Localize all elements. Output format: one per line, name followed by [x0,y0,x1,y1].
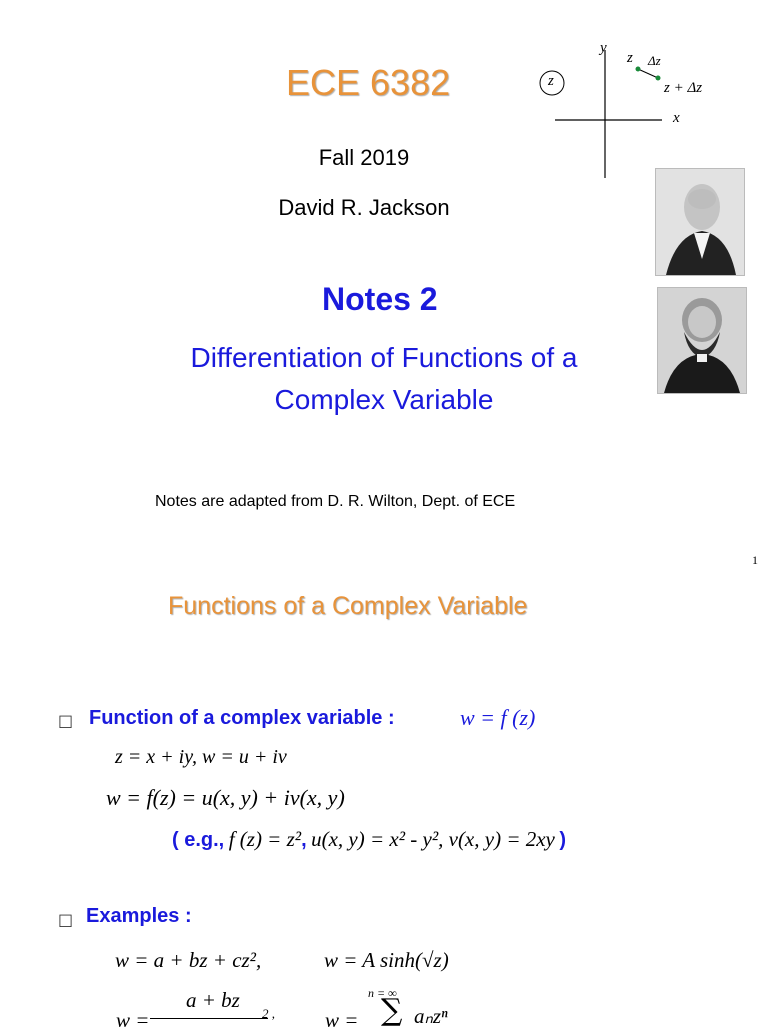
portrait-2 [657,287,747,394]
equation-w-f: w = f(z) = u(x, y) + iv(x, y) [106,785,345,810]
bullet-1-marker: □ [58,711,74,730]
example-rational-numerator: a + bz [186,988,240,1012]
plane-label: z [548,73,554,89]
summation-symbol: ∑ [381,993,403,1028]
example-expression-f: f (z) = z² [228,827,302,851]
example-sinh: w = A sinh(√z) [324,948,449,972]
complex-plane-diagram [530,38,720,180]
example-expression-uv: u(x, y) = x² - y², v(x, y) = 2xy [311,827,555,851]
delta-arrow [638,69,658,78]
term-text: Fall 2019 [318,145,410,170]
example-polynomial: w = a + bz + cz², [115,948,262,972]
course-title: ECE 6382 [286,62,451,103]
point-z-dz-label: z + Δz [664,80,703,96]
example-rational-lhs: w = [116,1008,150,1032]
portrait-2-image [658,288,746,393]
example-comma: , [301,829,307,851]
point-z-dz-dot [656,76,661,81]
bullet-2-heading: Examples : [86,905,192,927]
example-line [172,827,566,852]
author-text: David R. Jackson [278,195,450,220]
example-series-term: aₙzⁿ [414,1004,448,1028]
credit-text: Notes are adapted from D. R. Wilton, Dept. of ECE [155,493,516,510]
delta-z-label: Δz [648,53,661,68]
example-suffix: ) [559,829,567,851]
page-number: 1 [752,553,758,567]
slide2-title: Functions of a Complex Variable [168,592,528,620]
notes-heading: Notes 2 [322,281,438,317]
portrait-1-image [656,169,744,275]
example-series-upper-limit: n = ∞ [368,986,397,1000]
bullet-1-heading: Function of a complex variable : [89,707,395,729]
subtitle-line-2: Complex Variable [274,384,494,415]
example-series-lhs: w = [325,1008,359,1032]
portrait-1 [655,168,745,276]
subtitle-line-1: Differentiation of Functions of a [190,342,578,373]
axis-y-label: y [600,40,607,56]
fraction-bar [150,1018,268,1019]
equation-z-w: z = x + iy, w = u + iv [115,746,287,768]
point-z-label: z [627,50,633,66]
bullet-2-marker: □ [58,910,74,929]
example-prefix: ( e.g., [172,829,225,851]
point-z-dot [636,67,641,72]
example-rational-tail: 2 , [262,1006,275,1021]
axis-x-label: x [673,110,680,126]
bullet-1-expression: w = f (z) [460,705,536,730]
